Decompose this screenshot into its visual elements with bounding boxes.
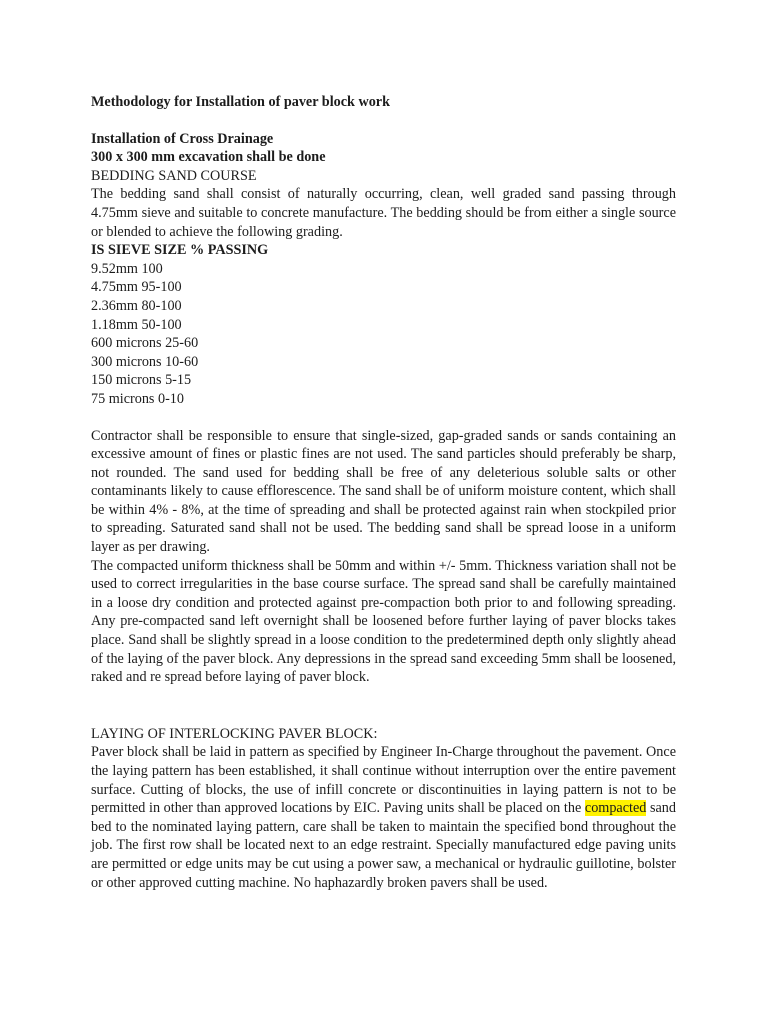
- spacer: [91, 707, 676, 725]
- sieve-size-heading: IS SIEVE SIZE % PASSING: [91, 242, 269, 259]
- grading-row: 2.36mm 80-100: [91, 297, 182, 314]
- grading-row: 1.18mm 50-100: [91, 316, 182, 333]
- laying-heading: LAYING OF INTERLOCKING PAVER BLOCK:: [91, 725, 378, 742]
- grading-row: 75 microns 0-10: [91, 390, 184, 407]
- grading-list: [91, 260, 676, 409]
- document-title: Methodology for Installation of paver block work: [91, 94, 390, 110]
- grading-row: 9.52mm 100: [91, 260, 163, 277]
- spacer: [91, 409, 676, 427]
- grading-row: 300 microns 10-60: [91, 353, 199, 370]
- document-page: [91, 93, 676, 892]
- laying-text-start: Paver block shall be laid in pattern as specified by Engineer In-Charge throughout the pavement. Once the laying pattern has been established, it shall continue without interruption over the entire pavement surface. Cutting of blocks, the use of infill concrete or discontinuities in laying pattern is not to be permitted in other than approved locations by EIC. Paving units shall be placed on the: [91, 744, 676, 817]
- spacer: [91, 687, 676, 707]
- laying-paragraph: [91, 743, 676, 892]
- bedding-intro-paragraph: The bedding sand shall consist of naturally occurring, clean, well graded sand passing through 4.75mm sieve and suitable to concrete manufacture. The bedding should be from either a single source or blended to achieve the following grading.: [91, 186, 676, 240]
- grading-row: 4.75mm 95-100: [91, 279, 182, 296]
- laying-text-end: sand bed to the nominated laying pattern, care shall be taken to maintain the specified bond throughout the job. The first row shall be located next to an edge restraint. Specially manufactured edge paving units are permitted or edge units may be cut using a power saw, a mechanical or hydraulic guillotine, bolster or other approved cutting machine. No haphazardly broken pavers shall be used.: [91, 800, 676, 891]
- cross-drainage-heading: Installation of Cross Drainage: [91, 130, 274, 147]
- bedding-sand-heading: BEDDING SAND COURSE: [91, 167, 257, 184]
- compacted-thickness-paragraph: The compacted uniform thickness shall be 50mm and within +/- 5mm. Thickness variation shall not be used to correct irregularities in the base course surface. The spread sand shall be carefully maintained in a loose dry condition and protected against pre-compaction both prior to and following spreading. Any pre-compacted sand left overnight shall be loosened before further laying of paver blocks takes place. Sand shall be slightly spread in a loose condition to the predetermined depth only slightly ahead of the laying of the paver block. Any depressions in the spread sand exceeding 5mm shall be loosened, raked and re spread before laying of paver block.: [91, 557, 676, 686]
- grading-row: 150 microns 5-15: [91, 372, 192, 389]
- highlighted-word: compacted: [584, 800, 647, 817]
- contractor-paragraph: Contractor shall be responsible to ensure that single-sized, gap-graded sands or sands containing an excessive amount of fines or plastic fines are not used. The sand particles should preferably be sharp, not rounded. The sand used for bedding shall be free of any deleterious soluble salts or other contaminants likely to cause efflorescence. The sand shall be of uniform moisture content, which shall be within 4% - 8%, at the time of spreading and shall be protected against rain when stockpiled prior to spreading. Saturated sand shall not be used. The bedding sand shall be spread loose in a uniform layer as per drawing.: [91, 427, 676, 556]
- spacer: [91, 112, 676, 130]
- excavation-line: 300 x 300 mm excavation shall be done: [91, 149, 326, 166]
- grading-row: 600 microns 25-60: [91, 335, 199, 352]
